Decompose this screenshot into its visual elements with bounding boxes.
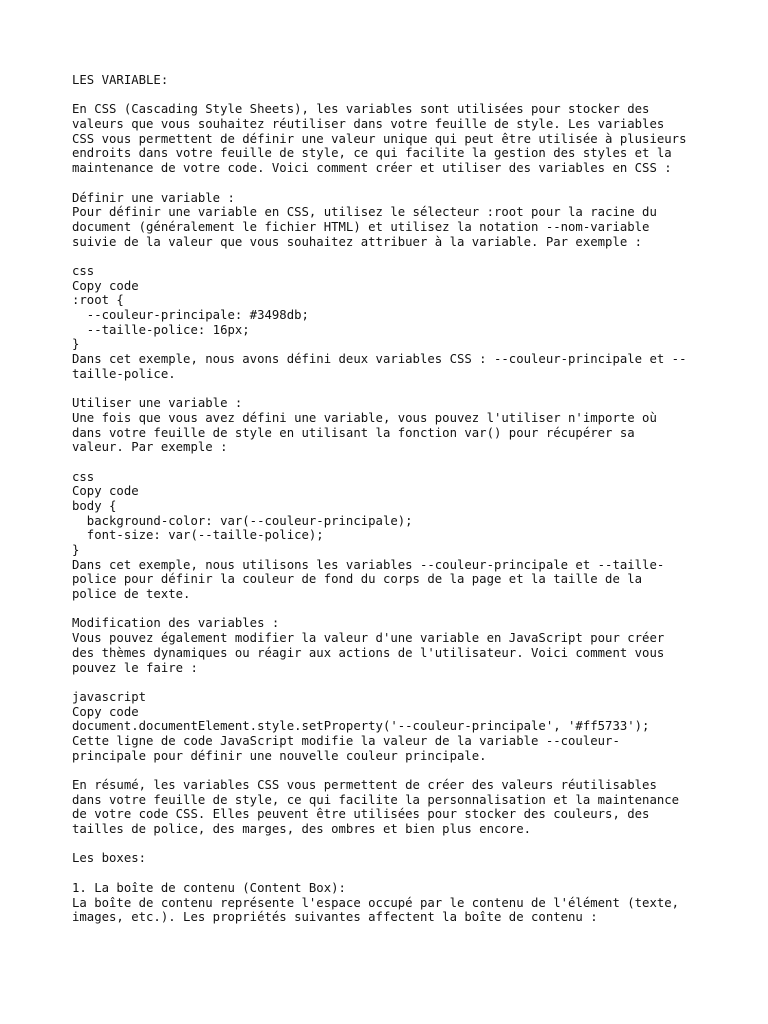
text-line: En CSS (Cascading Style Sheets), les variables sont utilisées pour stocker des: [72, 102, 650, 117]
text-line: images, etc.). Les propriétés suivantes affectent la boîte de contenu :: [72, 910, 598, 925]
text-line: --couleur-principale: #3498db;: [72, 308, 309, 322]
blank-line: [72, 176, 712, 191]
text-line: body {: [72, 498, 117, 513]
text-line: Vous pouvez également modifier la valeur d'une variable en JavaScript pour créer: [72, 631, 665, 646]
text-line: }: [72, 337, 80, 352]
text-line: Dans cet exemple, nous avons défini deux variables CSS : --couleur-principale et --: [72, 352, 687, 367]
text-line: de votre code CSS. Elles peuvent être utilisées pour stocker des couleurs, des: [72, 807, 650, 822]
text-line: background-color: var(--couleur-principale);: [72, 513, 413, 528]
text-line: Les boxes:: [72, 851, 147, 866]
text-line: suivie de la valeur que vous souhaitez attribuer à la variable. Par exemple :: [72, 234, 643, 249]
text-line: Copy code: [72, 484, 139, 499]
text-line: des thèmes dynamiques ou réagir aux actions de l'utilisateur. Voici comment vous: [72, 645, 665, 660]
text-line: dans votre feuille de style, ce qui facilite la personnalisation et la maintenance: [72, 792, 680, 807]
text-line: Modification des variables :: [72, 616, 280, 631]
blank-line: [72, 88, 712, 103]
text-line: :root {: [72, 293, 124, 308]
text-line: En résumé, les variables CSS vous permettent de créer des valeurs réutilisables: [72, 778, 657, 792]
text-line: Copy code: [72, 278, 139, 293]
text-line: font-size: var(--taille-police);: [72, 528, 324, 543]
text-line: CSS vous permettent de définir une valeur unique qui peut être utilisée à plusieurs: [72, 131, 687, 146]
text-line: taille-police.: [72, 366, 176, 381]
blank-line: [72, 602, 712, 617]
text-line: Utiliser une variable :: [72, 396, 243, 411]
blank-line: [72, 455, 712, 470]
text-line: Définir une variable :: [72, 190, 235, 205]
text-line: maintenance de votre code. Voici comment créer et utiliser des variables en CSS :: [72, 161, 672, 176]
text-line: document.documentElement.style.setProperty('--couleur-principale', '#ff5733');: [72, 719, 650, 734]
text-line: La boîte de contenu représente l'espace occupé par le contenu de l'élément (texte,: [72, 895, 680, 910]
text-line: endroits dans votre feuille de style, ce qui facilite la gestion des styles et la: [72, 146, 672, 161]
text-line: principale pour définir une nouvelle couleur principale.: [72, 748, 487, 763]
text-line: Cette ligne de code JavaScript modifie la valeur de la variable --couleur-: [72, 733, 620, 748]
text-line: document (généralement le fichier HTML) et utilisez la notation --nom-variable: [72, 219, 650, 234]
text-line: Dans cet exemple, nous utilisons les variables --couleur-principale et --taille-: [72, 557, 665, 572]
text-line: LES VARIABLE:: [72, 73, 169, 87]
text-line: 1. La boîte de contenu (Content Box):: [72, 880, 346, 895]
text-line: }: [72, 543, 80, 557]
text-line: --taille-police: 16px;: [72, 322, 250, 337]
text-line: police pour définir la couleur de fond du corps de la page et la taille de la: [72, 572, 643, 587]
text-line: dans votre feuille de style en utilisant la fonction var() pour récupérer sa: [72, 425, 635, 440]
text-line: valeurs que vous souhaitez réutiliser dans votre feuille de style. Les variables: [72, 117, 665, 132]
document-page: [72, 73, 712, 925]
text-line: police de texte.: [72, 587, 191, 602]
text-line: css: [72, 263, 95, 278]
text-line: css: [72, 469, 95, 484]
text-line: pouvez le faire :: [72, 660, 198, 675]
blank-line: [72, 381, 712, 396]
text-line: javascript: [72, 689, 147, 704]
text-line: valeur. Par exemple :: [72, 440, 228, 455]
blank-line: [72, 675, 712, 690]
text-line: Copy code: [72, 704, 139, 719]
blank-line: [72, 837, 712, 852]
blank-line: [72, 866, 712, 881]
text-line: tailles de police, des marges, des ombres et bien plus encore.: [72, 822, 532, 837]
blank-line: [72, 763, 712, 778]
blank-line: [72, 249, 712, 264]
text-line: Pour définir une variable en CSS, utilisez le sélecteur :root pour la racine du: [72, 205, 657, 220]
text-line: Une fois que vous avez défini une variable, vous pouvez l'utiliser n'importe où: [72, 410, 657, 425]
